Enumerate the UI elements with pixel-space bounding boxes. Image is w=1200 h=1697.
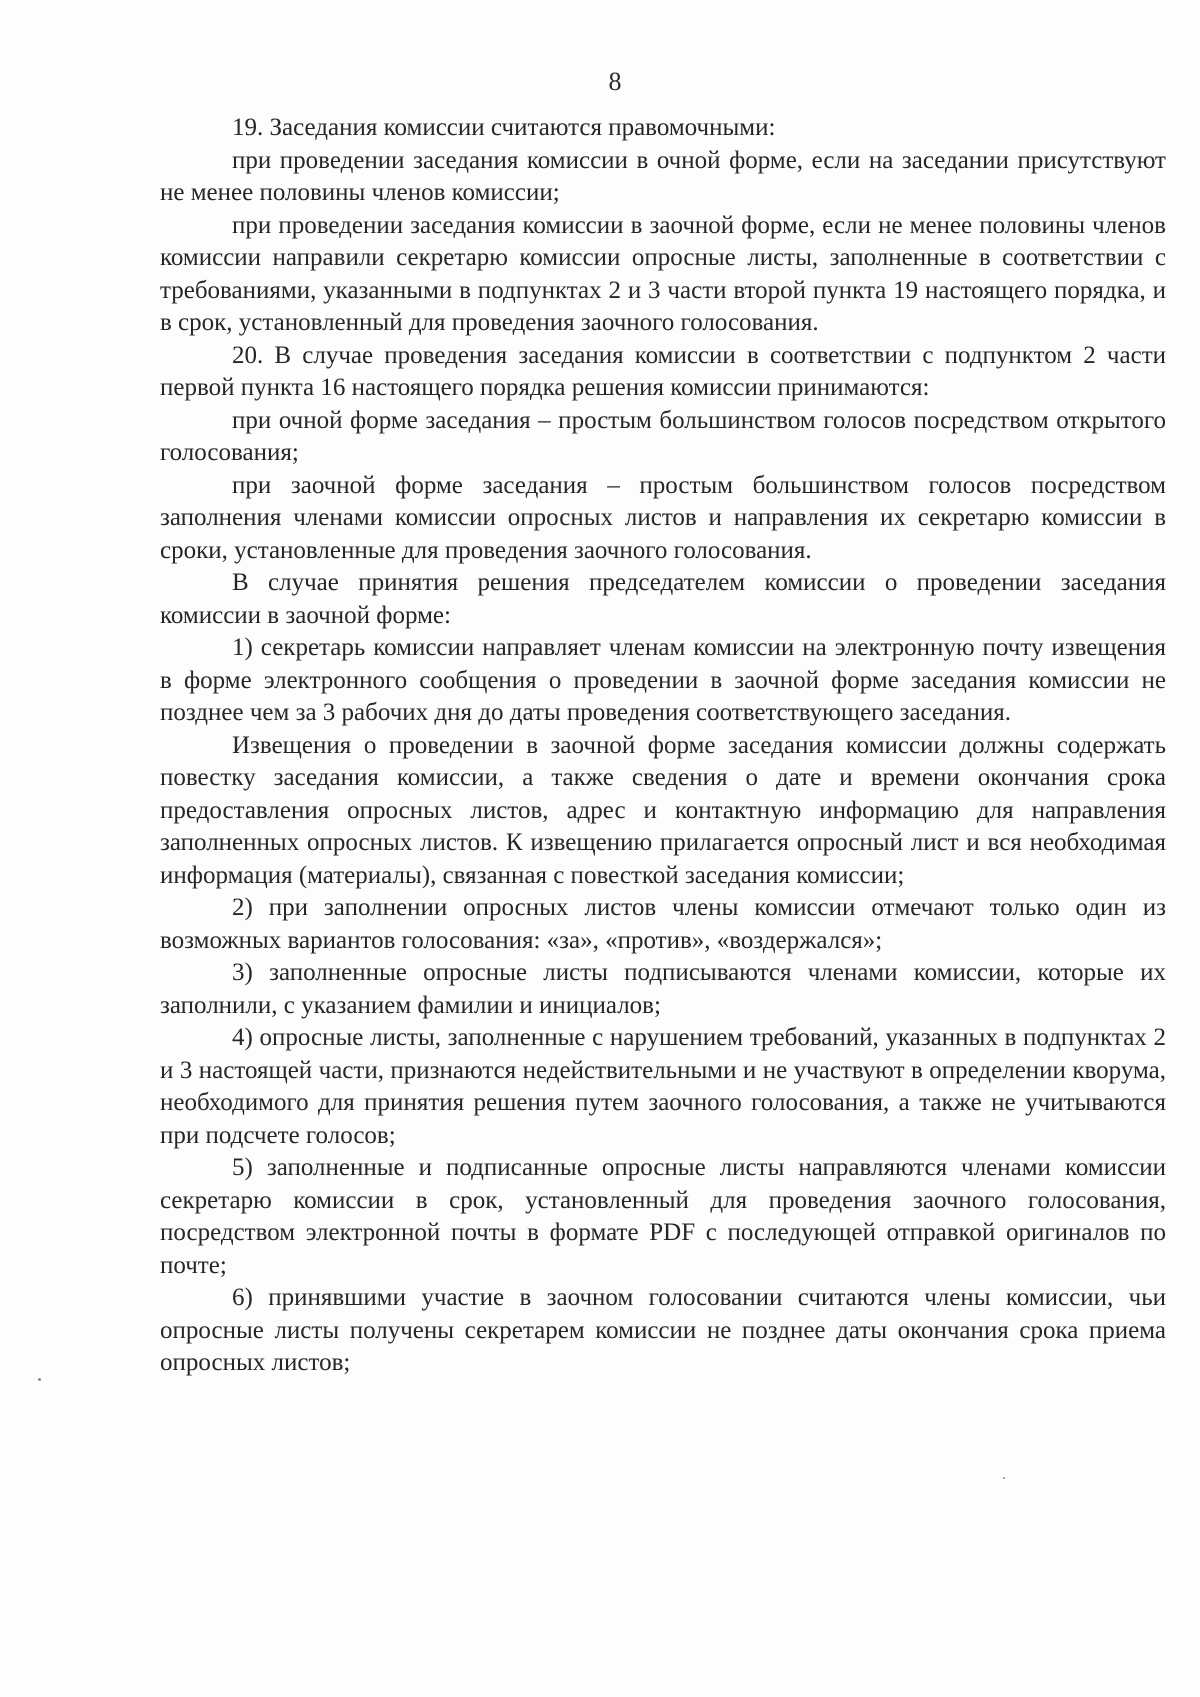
list-item-6: 6) принявшими участие в заочном голосовании считаются члены комиссии, чьи опросные листы получены секретарем комиссии не позднее даты окончания срока приема опросных листов; [160, 1284, 1166, 1376]
paragraph-absentee-procedure-intro: В случае принятия решения председателем комиссии о проведении заседания комиссии в заочной форме: [160, 569, 1166, 629]
list-item-2: 2) при заполнении опросных листов члены комиссии отмечают только один из возможных вариантов голосования: «за», «против», «воздержался»; [160, 894, 1166, 954]
paragraph-absentee-quorum: при проведении заседания комиссии в заочной форме, если не менее половины членов комиссии направили секретарю комиссии опросные листы, заполненные в соответствии с требованиями, указанными в подпунктах 2 и 3 части второй пункта 19 настоящего порядка, и в срок, установленный для проведения заочного голосования. [160, 211, 1166, 336]
paragraph-absentee-decision: при заочной форме заседания – простым большинством голосов посредством заполнения членами комиссии опросных листов и направления их секретарю комиссии в сроки, установленные для проведения заочного голосования. [160, 471, 1166, 564]
list-item-3: 3) заполненные опросные листы подписываются членами комиссии, которые их заполнили, с указанием фамилии и инициалов; [160, 959, 1166, 1019]
paragraph-in-person-quorum: при проведении заседания комиссии в очной форме, если на заседании присутствуют не менее половины членов комиссии; [160, 146, 1166, 206]
paragraph-20-heading: 20. В случае проведения заседания комиссии в соответствии с подпунктом 2 части первой пункта 16 настоящего порядка решения комиссии принимаются: [160, 341, 1166, 401]
paragraph-19-heading: 19. Заседания комиссии считаются правомочными: [232, 114, 776, 141]
scan-speck [1003, 1477, 1005, 1479]
paragraph-notice-content: Извещения о проведении в заочной форме заседания комиссии должны содержать повестку заседания комиссии, а также сведения о дате и времени окончания срока предоставления опросных листов, адрес и контактную информацию для направления заполненных опросных листов. К извещению прилагается опросный лист и вся необходимая информация (материалы), связанная с повесткой заседания комиссии; [160, 731, 1166, 889]
document-body [160, 112, 1166, 1380]
page-number: 8 [608, 67, 622, 96]
list-item-5: 5) заполненные и подписанные опросные листы направляются членами комиссии секретарю комиссии в срок, установленный для проведения заочного голосования, посредством электронной почты в формате PDF с последующей отправкой оригиналов по почте; [160, 1154, 1166, 1279]
list-item-4: 4) опросные листы, заполненные с нарушением требований, указанных в подпунктах 2 и 3 настоящей части, признаются недействительными и не участвуют в определении кворума, необходимого для принятия решения путем заочного голосования, а также не учитываются при подсчете голосов; [160, 1024, 1166, 1149]
list-item-1: 1) секретарь комиссии направляет членам комиссии на электронную почту извещения в форме электронного сообщения о проведении в заочной форме заседания комиссии не позднее чем за 3 рабочих дня до даты проведения соответствующего заседания. [160, 634, 1166, 726]
paragraph-in-person-decision: при очной форме заседания – простым большинством голосов посредством открытого голосования; [160, 406, 1166, 466]
scan-speck [38, 1378, 41, 1381]
